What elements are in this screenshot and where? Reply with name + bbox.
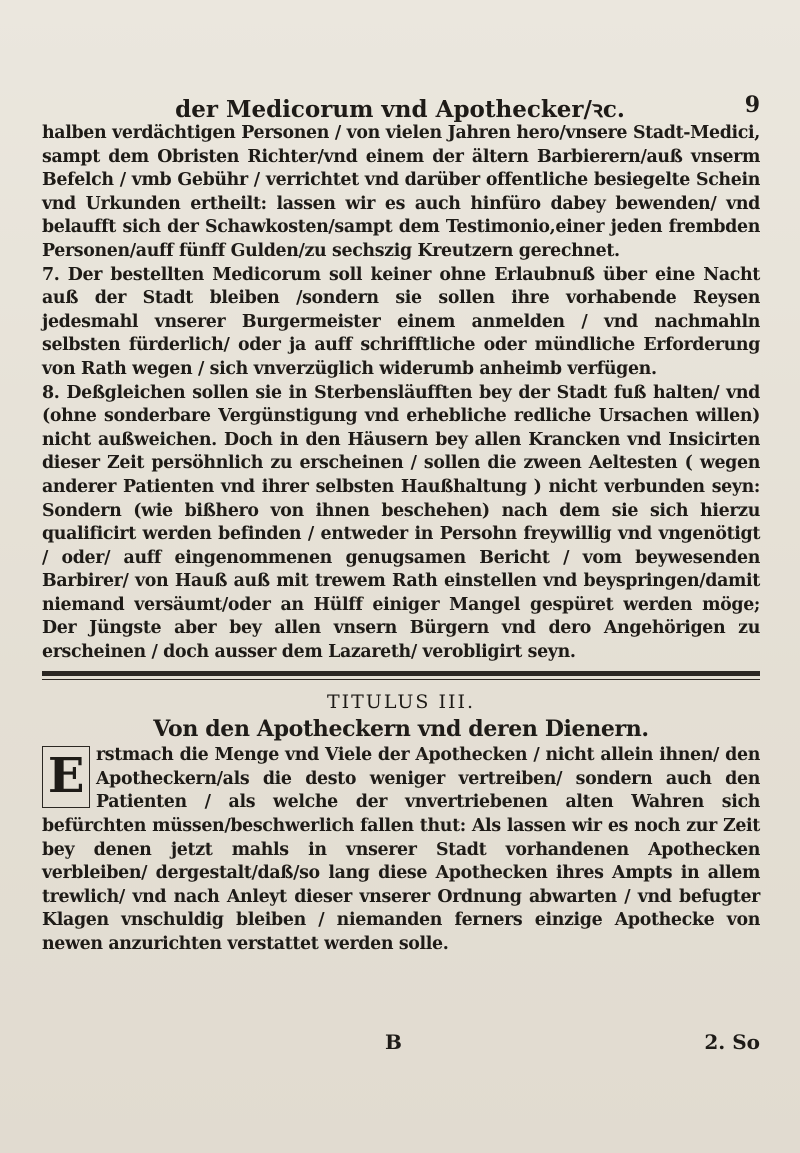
section-heading: Von den Apotheckern vnd deren Dienern. <box>153 716 649 743</box>
running-head: der Medicorum vnd Apothecker/ꝛc. <box>175 96 625 123</box>
paragraph-continuation: halben verdächtigen Personen / von vielen Jahren hero/vnsere Stadt-Medici, sampt dem Obristen Richter/vnd einem der ältern Barbierern/auß vnserm Befelch / vmb Gebühr / verrichtet vnd darüber offentliche besiegelte Schein vnd Urkunden ertheilt: lassen wir es auch hinfüro dabey bewenden/ vnd belaufft sich der Schawkosten/sampt dem Testimonio,einer jeden frembden Personen/auff fünff Gulden/zu sechszig Kreutzern gerechnet. <box>42 123 760 261</box>
paragraph-8: 8. Deßgleichen sollen sie in Sterbensläufften bey der Stadt fuß halten/ vnd (ohne sonderbare Vergünstigung vnd erhebliche redliche Ursachen willen) nicht außweichen. Doch in den Häusern bey allen Krancken vnd Insicirten dieser Zeit persöhnlich zu erscheinen / sollen die zween Aeltesten ( wegen anderer Patienten vnd ihrer selbsten Haußhaltung ) nicht verbunden seyn: Sondern (wie bißhero von ihnen beschehen) nach dem sie sich hierzu qualificirt werden befinden / entweder in Persohn freywillig vnd vngenötigt / oder/ auff eingenommenen genugsamen Bericht / vom beywesenden Barbirer/ von Hauß auß mit trewem Rath einstellen vnd beyspringen/damit niemand versäumt/oder an Hülff einiger Mangel gespüret werden möge; Der Jüngste aber bey allen vnsern Bürgern vnd dero Angehörigen zu erscheinen / doch ausser dem Lazareth/ verobligirt seyn. <box>42 382 760 663</box>
page-number: 9 <box>744 92 760 118</box>
drop-cap-initial: E <box>42 746 90 808</box>
section-paragraph <box>42 744 760 956</box>
section-label: TITULUS III. <box>326 691 476 714</box>
divider-thin-rule <box>42 679 760 681</box>
section-divider <box>42 671 760 681</box>
catchword: 2. So <box>704 1030 760 1054</box>
body-text <box>42 122 760 957</box>
signature-mark: B <box>385 1030 402 1054</box>
paragraph-7: 7. Der bestellten Medicorum soll keiner ohne Erlaubnuß über eine Nacht auß der Stadt bleiben /sondern sie sollen ihre vorhabende Reysen jedesmahl vnserer Burgermeister einem anmelden / vnd nachmahln selbsten fürderlich/ oder ja auff schrifftliche oder mündliche Erforderung von Rath wegen / sich vnverzüglich widerumb anheimb verfügen. <box>42 264 760 379</box>
section-text: rstmach die Menge vnd Viele der Apothecken / nicht allein ihnen/ den Apotheckern/als die desto weniger vertreiben/ sondern auch den Patienten / als welche der vnvertriebenen alten Wahren sich befürchten müssen/beschwerlich fallen thut: Als lassen wir es noch zur Zeit bey denen jetzt mahls in vnserer Stadt vorhandenen Apothecken verbleiben/ dergestalt/daß/so lang diese Apothecken ihres Ampts in allem trewlich/ vnd nach Anleyt dieser vnserer Ordnung abwarten / vnd befugter Klagen vnschuldig bleiben / niemanden ferners einzige Apothecke von newen anzurichten verstattet werden solle. <box>42 745 760 954</box>
divider-thick-rule <box>42 671 760 676</box>
